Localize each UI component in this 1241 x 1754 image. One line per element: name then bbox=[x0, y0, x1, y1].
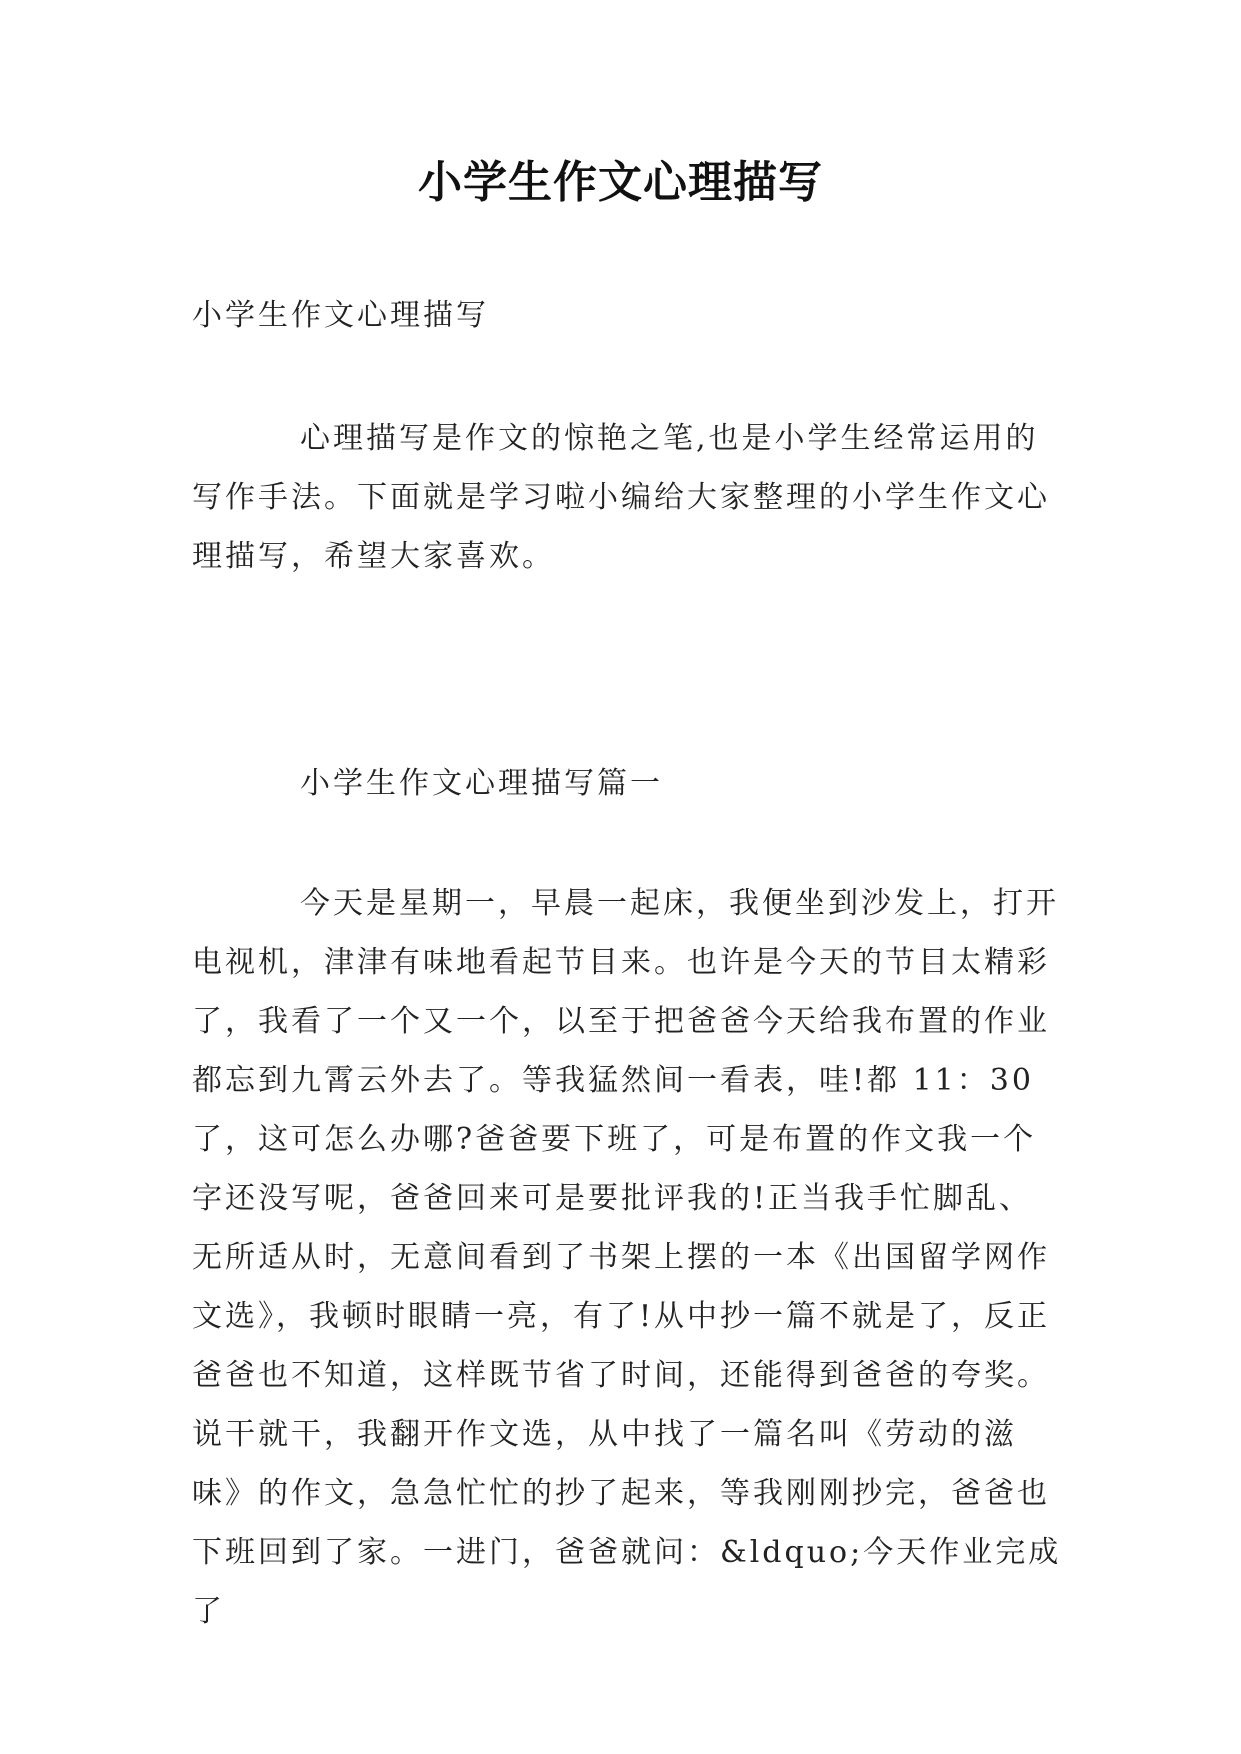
section-heading: 小学生作文心理描写篇一 bbox=[300, 766, 663, 801]
document-subtitle: 小学生作文心理描写 bbox=[192, 298, 489, 333]
document-title: 小学生作文心理描写 bbox=[418, 157, 823, 208]
body-paragraph: 今天是星期一，早晨一起床，我便坐到沙发上，打开电视机，津津有味地看起节目来。也许是今天的节目太精彩了，我看了一个又一个，以至于把爸爸今天给我布置的作业都忘到九霄云外去了。等我猛然间一看表，哇!都 11：30 了，这可怎么办哪?爸爸要下班了，可是布置的作文我一个字还没写呢，爸爸回来可是要批评我的!正当我手忙脚乱、无所适从时，无意间看到了书架上摆的一本《出国留学网作文选》，我顿时眼睛一亮，有了!从中抄一篇不就是了，反正爸爸也不知道，这样既节省了时间，还能得到爸爸的夸奖。说干就干，我翻开作文选，从中找了一篇名叫《劳动的滋味》的作文，急急忙忙的抄了起来，等我刚刚抄完，爸爸也下班回到了家。一进门，爸爸就问：&ldquo;今天作业完成了 bbox=[192, 886, 1062, 1629]
intro-paragraph: 心理描写是作文的惊艳之笔,也是小学生经常运用的写作手法。下面就是学习啦小编给大家整理的小学生作文心理描写，希望大家喜欢。 bbox=[192, 421, 1050, 574]
